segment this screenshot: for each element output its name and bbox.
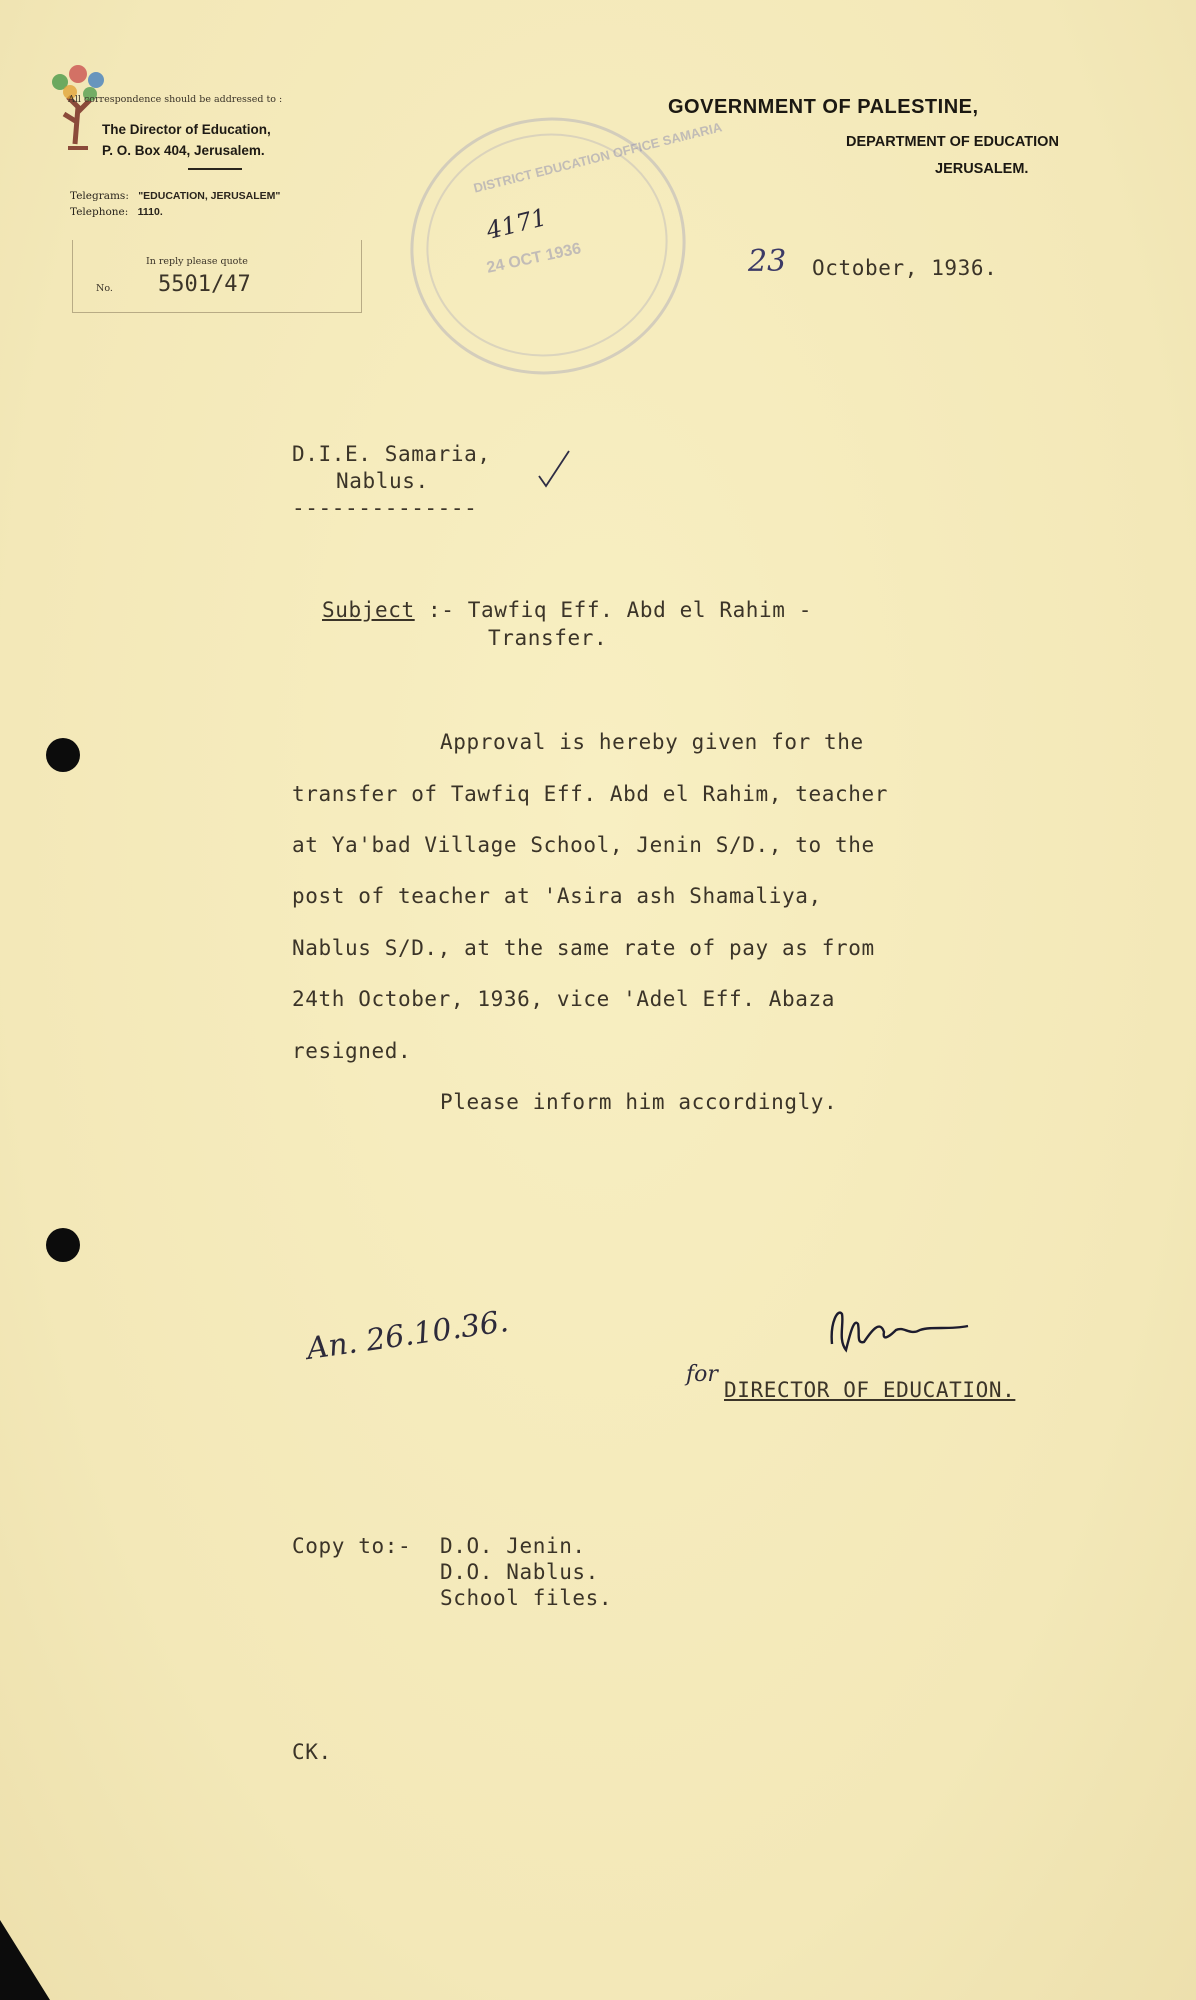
subject-label: Subject (322, 598, 415, 622)
no-label: No. (96, 283, 113, 294)
body-line: 24th October, 1936, vice 'Adel Eff. Abaza (292, 987, 835, 1011)
reply-note: In reply please quote (146, 256, 248, 267)
punch-hole (46, 738, 80, 772)
recipient-line2: Nablus. (336, 469, 429, 493)
signature-mark: for (686, 1362, 718, 1387)
copy-to-label: Copy to:- (292, 1534, 412, 1558)
typist-initials: CK. (292, 1740, 332, 1764)
correspondence-note: All correspondence should be addressed to : (68, 94, 283, 105)
punch-hole (46, 1228, 80, 1262)
addressee-line2: P. O. Box 404, Jerusalem. (102, 143, 265, 158)
subject-separator: :- (427, 598, 455, 622)
subject-line1: Tawfiq Eff. Abd el Rahim - (467, 598, 813, 622)
telephone-value: 1110. (137, 206, 163, 218)
recipient-underline: -------------- (292, 496, 478, 520)
date-day-handwritten: 23 (748, 244, 787, 279)
body-line: Approval is hereby given for the (440, 730, 864, 754)
stamp-date: 24 OCT 1936 (485, 240, 583, 277)
telegrams-line (70, 190, 280, 202)
body-line: at Ya'bad Village School, Jenin S/D., to the (292, 833, 875, 857)
checkmark-icon (536, 448, 572, 490)
subject-line2: Transfer. (488, 626, 608, 650)
city-heading: JERUSALEM. (935, 161, 1029, 177)
department-heading: DEPARTMENT OF EDUCATION (846, 134, 1059, 150)
body-line: post of teacher at 'Asira ash Shamaliya, (292, 884, 822, 908)
closing-line: Please inform him accordingly. (440, 1090, 838, 1114)
telegrams-label: Telegrams: (70, 190, 129, 202)
reference-number: 5501/47 (158, 272, 251, 297)
government-heading: GOVERNMENT OF PALESTINE, (668, 96, 979, 118)
subject-line (322, 598, 812, 622)
signature (824, 1300, 984, 1358)
recipient-line1: D.I.E. Samaria, (292, 442, 491, 466)
handwritten-annotation: An. 26.10.36. (304, 1304, 511, 1367)
corner-fold (0, 1920, 60, 2000)
addressee-line1: The Director of Education, (102, 122, 271, 137)
copy-to-recipient: School files. (440, 1586, 613, 1610)
date-text: October, 1936. (812, 256, 998, 280)
letterhead-divider (188, 168, 242, 170)
telephone-line (70, 206, 163, 218)
body-line: Nablus S/D., at the same rate of pay as from (292, 936, 875, 960)
copy-to-recipient: D.O. Nablus. (440, 1560, 599, 1584)
copy-to-recipient: D.O. Jenin. (440, 1534, 586, 1558)
telegrams-value: "EDUCATION, JERUSALEM" (138, 190, 281, 202)
stamp-text: DISTRICT EDUCATION OFFICE SAMARIA (471, 119, 724, 196)
signature-title: DIRECTOR OF EDUCATION. (724, 1378, 1016, 1402)
body-line: transfer of Tawfiq Eff. Abd el Rahim, teacher (292, 782, 888, 806)
telephone-label: Telephone: (70, 206, 129, 218)
handwritten-number: 4171 (483, 203, 550, 245)
body-line: resigned. (292, 1039, 412, 1063)
